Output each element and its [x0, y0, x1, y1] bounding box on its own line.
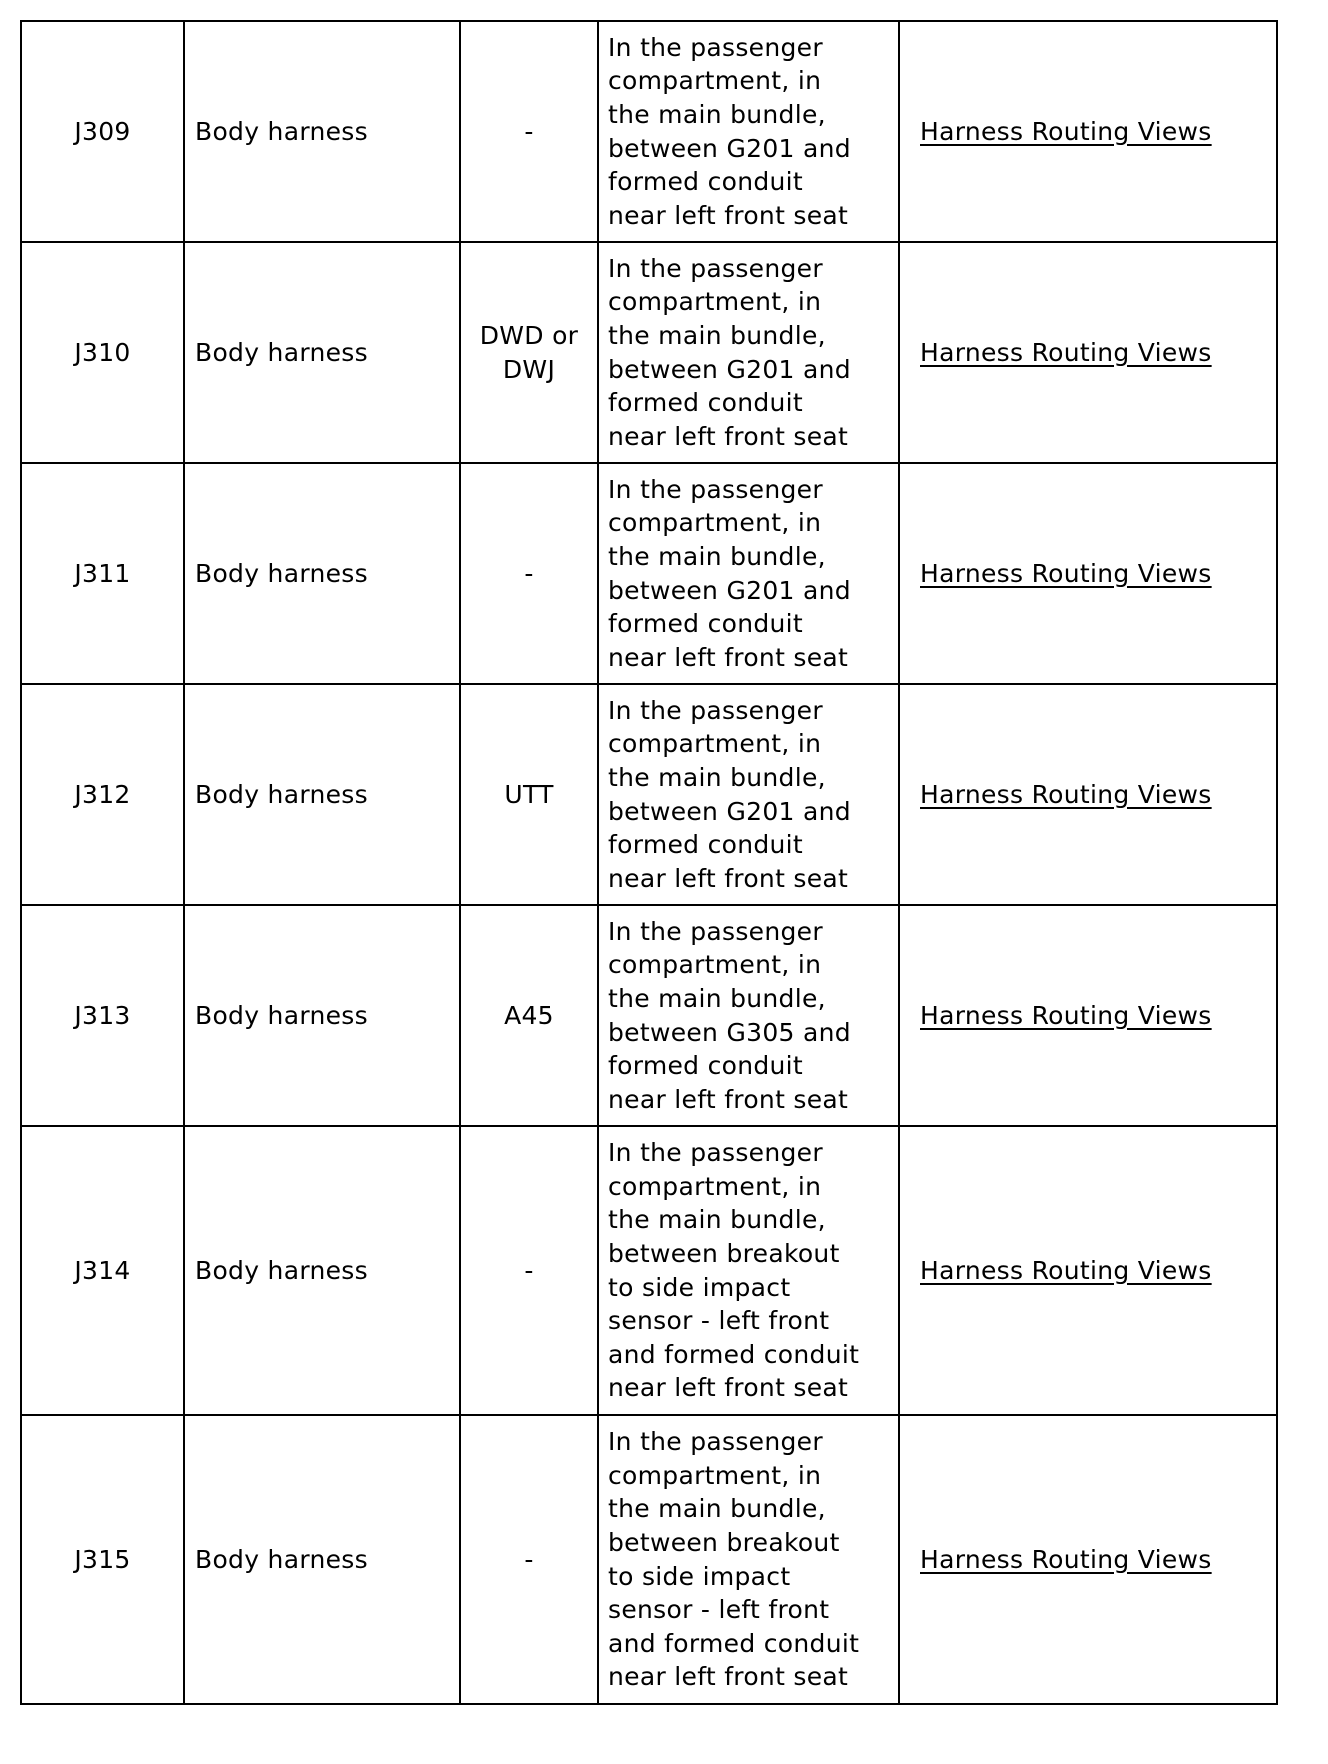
routing-link-cell — [899, 684, 1277, 905]
location-line: near left front seat — [608, 1662, 849, 1692]
table-row — [21, 21, 1277, 242]
routing-link-cell — [899, 242, 1277, 463]
harness-cell: Body harness — [184, 21, 460, 242]
splice-id-cell: J315 — [21, 1415, 184, 1704]
location-line: between breakout — [608, 1527, 840, 1557]
location-line: between breakout — [608, 1238, 840, 1268]
location-line: near left front seat — [608, 863, 849, 893]
location-line: between G201 and — [608, 796, 851, 826]
location-line: compartment, in — [608, 950, 822, 980]
harness-routing-views-link[interactable]: Harness Routing Views — [920, 1000, 1212, 1030]
location-line: In the passenger — [608, 916, 823, 946]
location-line: the main bundle, — [608, 541, 826, 571]
option-cell: - — [460, 1415, 598, 1704]
routing-link-cell — [899, 21, 1277, 242]
harness-cell: Body harness — [184, 1415, 460, 1704]
routing-link-cell — [899, 463, 1277, 684]
option-cell: UTT — [460, 684, 598, 905]
location-line: near left front seat — [608, 421, 849, 451]
location-line: In the passenger — [608, 695, 823, 725]
location-cell — [598, 1415, 899, 1704]
splice-id-cell: J313 — [21, 905, 184, 1126]
location-line: the main bundle, — [608, 983, 826, 1013]
location-line: formed conduit — [608, 830, 804, 860]
location-line: In the passenger — [608, 32, 823, 62]
location-line: near left front seat — [608, 200, 849, 230]
option-cell: DWD or DWJ — [460, 242, 598, 463]
location-line: and formed conduit — [608, 1339, 860, 1369]
table-row — [21, 1415, 1277, 1704]
harness-cell: Body harness — [184, 463, 460, 684]
table-row — [21, 463, 1277, 684]
routing-link-cell — [899, 905, 1277, 1126]
harness-cell: Body harness — [184, 242, 460, 463]
location-line: between G201 and — [608, 354, 851, 384]
location-line: between G201 and — [608, 575, 851, 605]
location-line: compartment, in — [608, 508, 822, 538]
harness-routing-views-link[interactable]: Harness Routing Views — [920, 558, 1212, 588]
location-cell — [598, 905, 899, 1126]
table-row — [21, 242, 1277, 463]
location-cell — [598, 1126, 899, 1415]
location-line: sensor - left front — [608, 1306, 830, 1336]
location-line: the main bundle, — [608, 99, 826, 129]
location-line: the main bundle, — [608, 320, 826, 350]
location-line: sensor - left front — [608, 1595, 830, 1625]
splice-id-cell: J312 — [21, 684, 184, 905]
table-row — [21, 905, 1277, 1126]
harness-routing-views-link[interactable]: Harness Routing Views — [920, 1544, 1212, 1574]
harness-routing-views-link[interactable]: Harness Routing Views — [920, 1255, 1212, 1285]
location-line: near left front seat — [608, 1084, 849, 1114]
splice-id-cell: J310 — [21, 242, 184, 463]
location-cell — [598, 242, 899, 463]
location-cell — [598, 21, 899, 242]
location-line: the main bundle, — [608, 1494, 826, 1524]
harness-cell: Body harness — [184, 1126, 460, 1415]
routing-link-cell — [899, 1415, 1277, 1704]
option-cell: A45 — [460, 905, 598, 1126]
location-line: In the passenger — [608, 474, 823, 504]
location-line: between G201 and — [608, 133, 851, 163]
location-line: the main bundle, — [608, 1205, 826, 1235]
location-line: near left front seat — [608, 1373, 849, 1403]
location-line: compartment, in — [608, 287, 822, 317]
option-cell: - — [460, 463, 598, 684]
harness-cell: Body harness — [184, 684, 460, 905]
option-cell: - — [460, 1126, 598, 1415]
location-line: formed conduit — [608, 1051, 804, 1081]
harness-routing-views-link[interactable]: Harness Routing Views — [920, 116, 1212, 146]
location-line: formed conduit — [608, 388, 804, 418]
location-line: In the passenger — [608, 1138, 823, 1168]
splice-id-cell: J309 — [21, 21, 184, 242]
location-line: formed conduit — [608, 167, 804, 197]
location-line: formed conduit — [608, 609, 804, 639]
location-line: the main bundle, — [608, 762, 826, 792]
splice-location-table — [20, 20, 1278, 1705]
location-line: between G305 and — [608, 1017, 851, 1047]
harness-cell: Body harness — [184, 905, 460, 1126]
location-line: compartment, in — [608, 1171, 822, 1201]
splice-id-cell: J311 — [21, 463, 184, 684]
location-line: to side impact — [608, 1561, 791, 1591]
location-line: compartment, in — [608, 66, 822, 96]
location-line: compartment, in — [608, 1460, 822, 1490]
location-line: near left front seat — [608, 642, 849, 672]
routing-link-cell — [899, 1126, 1277, 1415]
harness-routing-views-link[interactable]: Harness Routing Views — [920, 779, 1212, 809]
option-cell: - — [460, 21, 598, 242]
location-line: In the passenger — [608, 253, 823, 283]
location-cell — [598, 463, 899, 684]
location-cell — [598, 684, 899, 905]
table-row — [21, 1126, 1277, 1415]
location-line: to side impact — [608, 1272, 791, 1302]
location-line: compartment, in — [608, 729, 822, 759]
harness-routing-views-link[interactable]: Harness Routing Views — [920, 337, 1212, 367]
location-line: and formed conduit — [608, 1628, 860, 1658]
table-row — [21, 684, 1277, 905]
splice-id-cell: J314 — [21, 1126, 184, 1415]
location-line: In the passenger — [608, 1427, 823, 1457]
